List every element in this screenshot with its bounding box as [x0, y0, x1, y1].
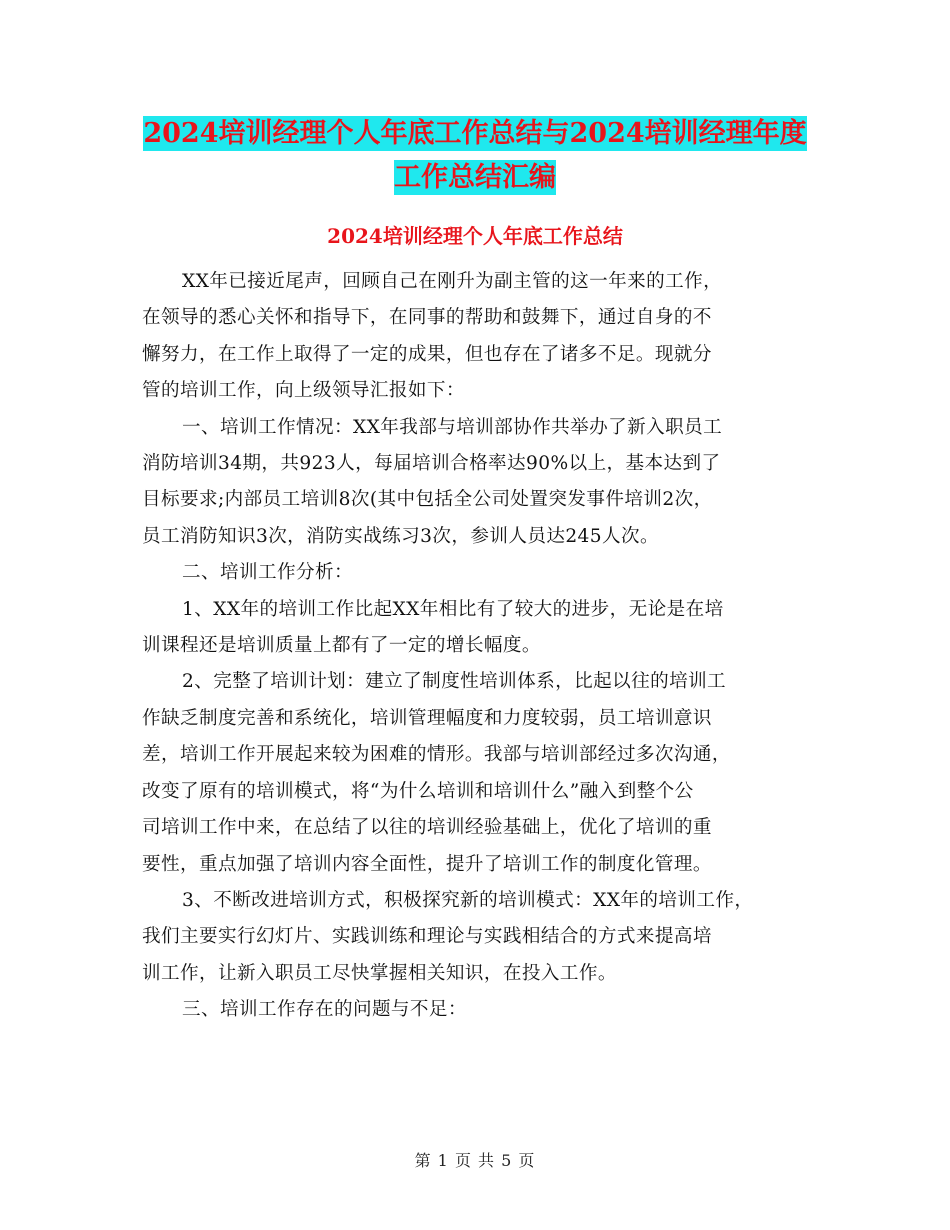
section-title: 2024培训经理个人年底工作总结 [327, 224, 623, 248]
document-body [142, 264, 814, 1029]
text-line: 消防培训34期，共923人，每届培训合格率达90%以上，基本达到了 [142, 453, 721, 475]
document-title-line-1: 2024培训经理个人年底工作总结与2024培训经理年度 [143, 118, 807, 149]
text-line: 三、培训工作存在的问题与不足： [182, 999, 467, 1021]
paragraph-training-status [142, 410, 814, 556]
page-number-footer: 第 1 页 共 5 页 [414, 1151, 536, 1170]
text-line: 司培训工作中来，在总结了以往的培训经验基础上，优化了培训的重 [142, 817, 712, 839]
text-line: 二、培训工作分析： [182, 562, 353, 584]
paragraph-intro [142, 264, 814, 410]
text-line: 我们主要实行幻灯片、实践训练和理论与实践相结合的方式来提高培 [142, 926, 712, 948]
text-line: 一、培训工作情况：XX年我部与培训部协作共举办了新入职员工 [182, 416, 723, 438]
text-line: 改变了原有的培训模式，将“为什么培训和培训什么”融入到整个公 [142, 780, 694, 802]
text-line: XX年已接近尾声，回顾自己在刚升为副主管的这一年来的工作， [182, 271, 723, 292]
text-line: 3、不断改进培训方式，积极探究新的培训模式：XX年的培训工作， [182, 889, 754, 911]
text-line: 目标要求;内部员工培训8次(其中包括全公司处置突发事件培训2次， [142, 489, 713, 511]
text-line: 管的培训工作，向上级领导汇报如下： [142, 380, 465, 402]
text-line: 差，培训工作开展起来较为困难的情形。我部与培训部经过多次沟通， [142, 744, 731, 766]
paragraph-analysis-3 [142, 883, 814, 992]
text-line: 作缺乏制度完善和系统化，培训管理幅度和力度较弱，员工培训意识 [142, 707, 712, 729]
paragraph-analysis-2 [142, 664, 814, 882]
text-line: 训工作，让新入职员工尽快掌握相关知识，在投入工作。 [142, 962, 617, 984]
paragraph-analysis-1 [142, 592, 814, 665]
text-line: 要性，重点加强了培训内容全面性，提升了培训工作的制度化管理。 [142, 853, 712, 875]
text-line: 2、完整了培训计划：建立了制度性培训体系，比起以往的培训工 [182, 671, 727, 693]
text-line: 1、XX年的培训工作比起XX年相比有了较大的进步，无论是在培 [182, 598, 724, 620]
text-line: 训课程还是培训质量上都有了一定的增长幅度。 [142, 635, 541, 657]
paragraph-problems-heading [142, 992, 814, 1028]
document-title-line-2: 工作总结汇编 [394, 162, 556, 193]
text-line: 员工消防知识3次，消防实战练习3次，参训人员达245人次。 [142, 525, 660, 547]
text-line: 在领导的悉心关怀和指导下，在同事的帮助和鼓舞下，通过自身的不 [142, 307, 712, 329]
paragraph-analysis-heading [142, 555, 814, 591]
text-line: 懈努力，在工作上取得了一定的成果，但也存在了诸多不足。现就分 [142, 343, 712, 365]
